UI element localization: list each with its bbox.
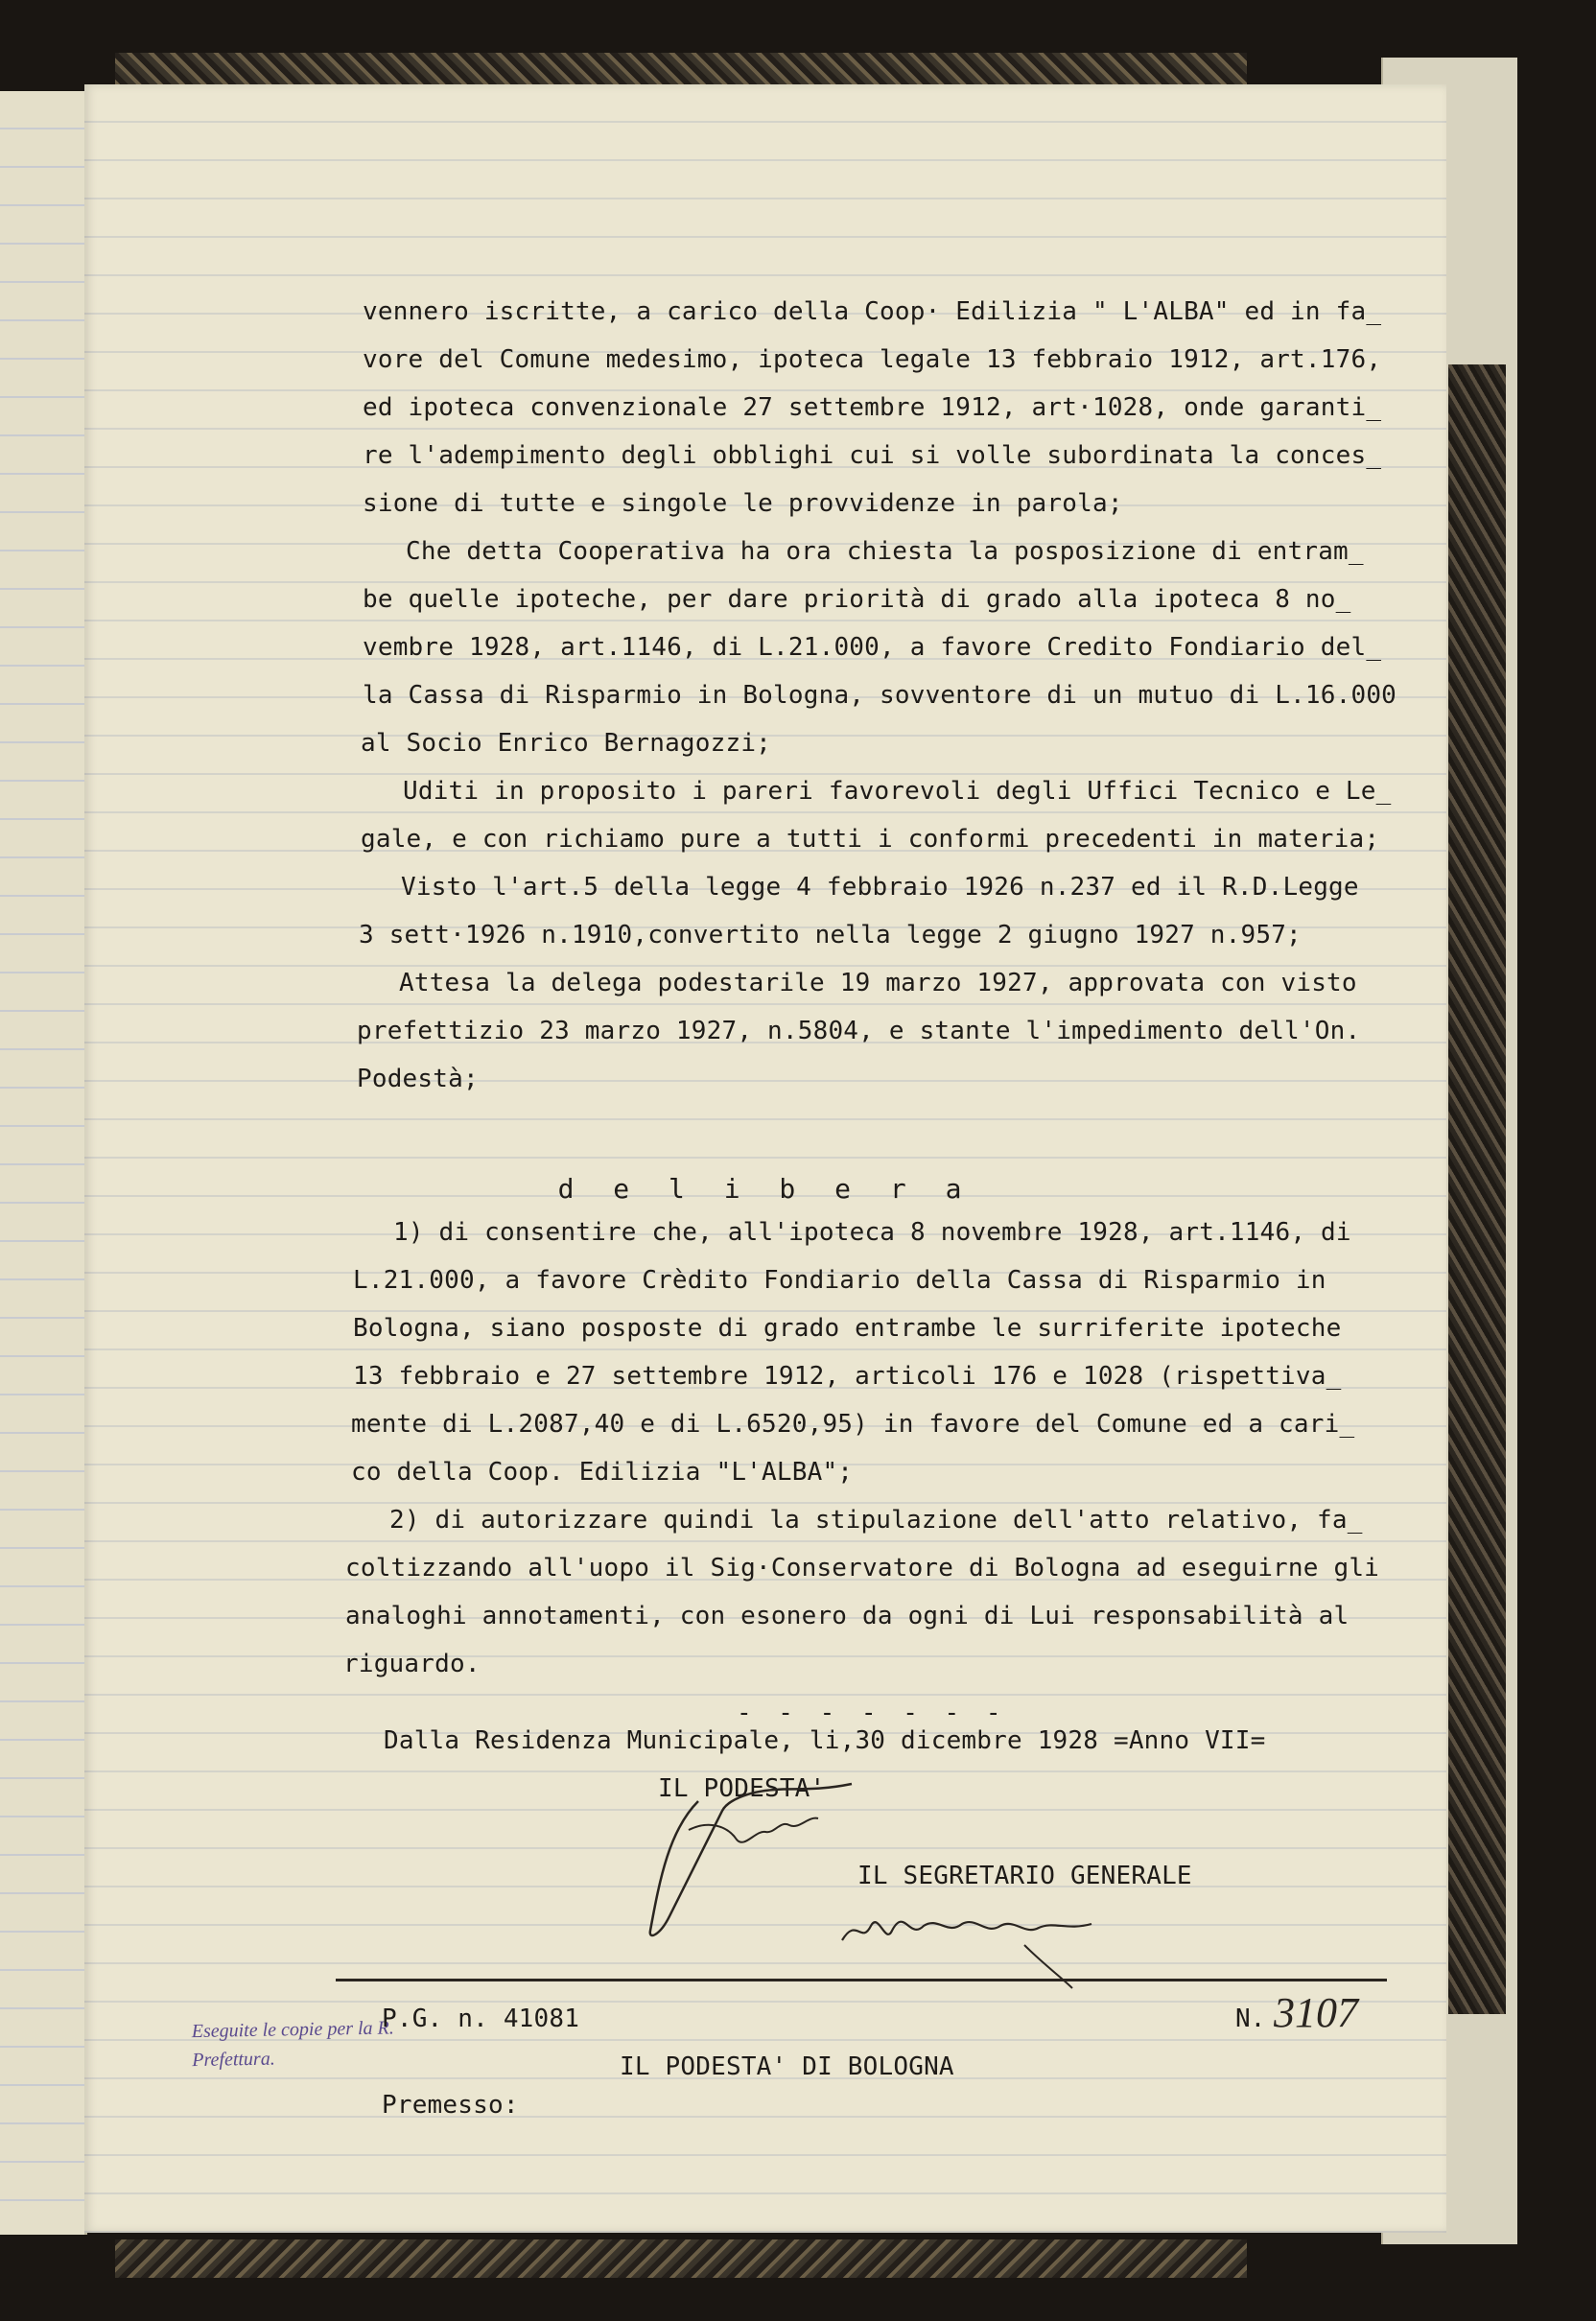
document-page — [84, 84, 1446, 2233]
delibera-line: 2) di autorizzare quindi la stipulazione dell'atto relativo, fa_ — [389, 1506, 1363, 1535]
body-line: vennero iscritte, a carico della Coop· Edilizia " L'ALBA" ed in fa_ — [363, 297, 1382, 326]
body-line: Uditi in proposito i pareri favorevoli degli Uffici Tecnico e Le_ — [403, 777, 1392, 806]
separator-dashes: - - - - - - - — [737, 1699, 1007, 1727]
delibera-line: riguardo. — [343, 1650, 481, 1678]
body-line: vore del Comune medesimo, ipoteca legale 13 febbraio 1912, art.176, — [363, 345, 1382, 374]
body-line: gale, e con richiamo pure a tutti i conformi precedenti in materia; — [361, 825, 1380, 854]
body-line: Podestà; — [357, 1065, 479, 1093]
body-line: al Socio Enrico Bernagozzi; — [361, 729, 772, 758]
secretary-signature — [833, 1887, 1120, 1993]
body-line: Che detta Cooperativa ha ora chiesta la posposizione di entram_ — [406, 537, 1364, 566]
left-facing-page — [0, 91, 87, 2235]
body-line: la Cassa di Risparmio in Bologna, sovventore di un mutuo di L.16.000 — [363, 681, 1397, 710]
delibera-line: 13 febbraio e 27 settembre 1912, articoli 176 e 1028 (rispettiva_ — [353, 1362, 1342, 1391]
delibera-line: L.21.000, a favore Crèdito Fondiario della Cassa di Risparmio in — [353, 1266, 1326, 1295]
delibera-line: Bologna, siano posposte di grado entrambe le surriferite ipoteche — [353, 1314, 1342, 1343]
delibera-line: co della Coop. Edilizia "L'ALBA"; — [351, 1458, 854, 1487]
delibera-line: coltizzando all'uopo il Sig·Conservatore di Bologna ad eseguirne gli — [345, 1554, 1380, 1582]
body-line: re l'adempimento degli obblighi cui si volle subordinata la conces_ — [363, 441, 1382, 470]
book-binding-right — [1448, 364, 1506, 2014]
copies-stamp: Eseguite le copie per la R. Prefettura. — [191, 2017, 394, 2072]
date-line: Dalla Residenza Municipale, li,30 dicembre 1928 =Anno VII= — [384, 1726, 1266, 1755]
delibera-heading: d e l i b e r a — [557, 1173, 974, 1205]
body-line: be quelle ipoteche, per dare priorità di grado alla ipoteca 8 no_ — [363, 585, 1351, 614]
delibera-line: 1) di consentire che, all'ipoteca 8 novembre 1928, art.1146, di — [393, 1218, 1351, 1247]
book-binding-bottom — [115, 2239, 1247, 2278]
delibera-line: mente di L.2087,40 e di L.6520,95) in favore del Comune ed a cari_ — [351, 1410, 1355, 1439]
body-line: Attesa la delega podestarile 19 marzo 1927, approvata con visto — [399, 969, 1357, 997]
act-number-label: N. — [1235, 2004, 1266, 2033]
body-line: ed ipoteca convenzionale 27 settembre 1912, art·1028, onde garanti_ — [363, 393, 1382, 422]
section-divider — [336, 1979, 1387, 1981]
body-line: Visto l'art.5 della legge 4 febbraio 1926 n.237 ed il R.D.Legge — [401, 873, 1359, 902]
body-line: vembre 1928, art.1146, di L.21.000, a favore Credito Fondiario del_ — [363, 633, 1382, 662]
next-act-heading: IL PODESTA' DI BOLOGNA — [620, 2052, 954, 2081]
premesso-label: Premesso: — [382, 2091, 519, 2120]
body-line: prefettizio 23 marzo 1927, n.5804, e stante l'impedimento dell'On. — [357, 1017, 1361, 1045]
body-line: 3 sett·1926 n.1910,convertito nella legge 2 giugno 1927 n.957; — [359, 921, 1302, 950]
delibera-line: analoghi annotamenti, con esonero da ogni di Lui responsabilità al — [345, 1602, 1350, 1630]
body-line: sione di tutte e singole le provvidenze in parola; — [363, 489, 1123, 518]
secretary-title: IL SEGRETARIO GENERALE — [857, 1862, 1192, 1890]
pg-number: P.G. n. 41081 — [382, 2004, 580, 2033]
podesta-title: IL PODESTA' — [658, 1774, 826, 1803]
act-number-handwritten: 3107 — [1274, 1989, 1358, 2036]
